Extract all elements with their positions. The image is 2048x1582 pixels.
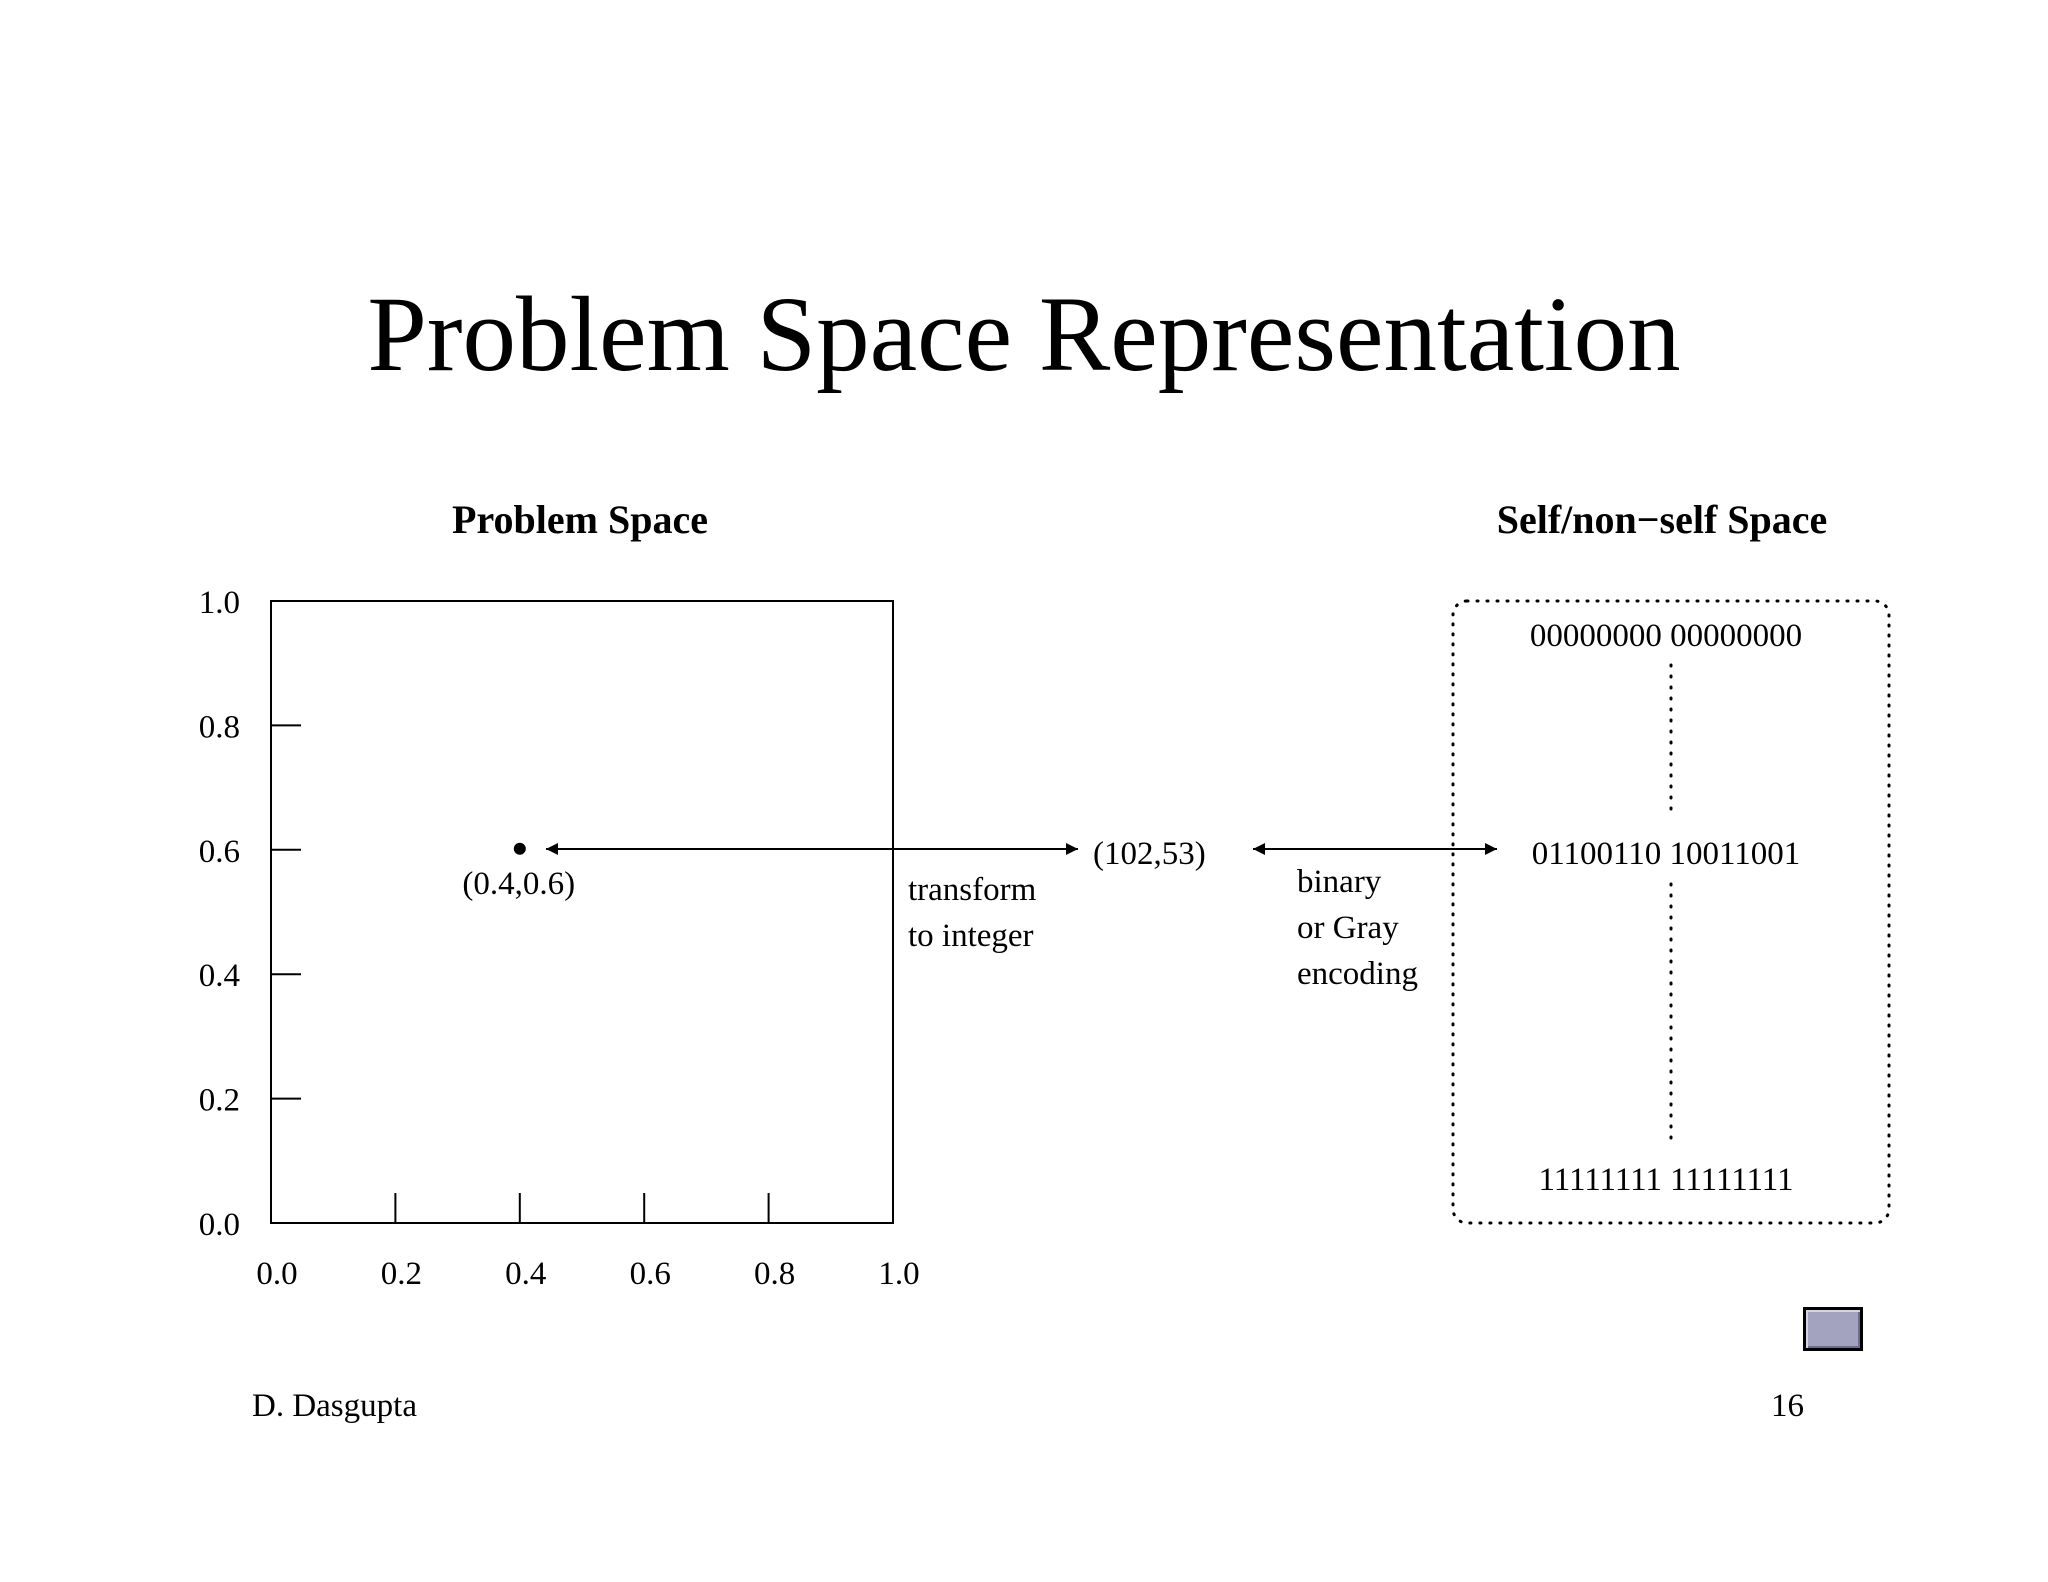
x-axis-tick-labels <box>256 1256 919 1292</box>
y-tick-label: 0.4 <box>198 958 240 995</box>
self-space-heading: Self/non−self Space <box>1496 497 1828 542</box>
encoding-label-line3: encoding <box>1297 956 1418 992</box>
encoding-label-line2: or Gray <box>1297 910 1399 946</box>
page-number: 16 <box>1771 1388 1804 1424</box>
slide-title: Problem Space Representation <box>367 276 1681 394</box>
binary-string-min: 00000000 00000000 <box>1529 618 1803 654</box>
problem-space-heading: Problem Space <box>452 497 708 542</box>
x-tick-label: 0.0 <box>256 1256 298 1292</box>
x-tick-label: 0.2 <box>380 1256 423 1292</box>
y-tick-label: 0.2 <box>198 1082 240 1119</box>
binary-string-max: 11111111 11111111 <box>1538 1162 1794 1198</box>
slide-nav-button[interactable] <box>1803 1307 1863 1351</box>
binary-string-point: 01100110 10011001 <box>1531 836 1801 872</box>
author-footer: D. Dasgupta <box>252 1388 417 1424</box>
x-tick-label: 0.8 <box>753 1256 796 1292</box>
y-axis-tick-labels <box>199 585 240 1243</box>
y-tick-label: 0.0 <box>198 1207 240 1243</box>
y-tick-label: 1.0 <box>198 585 240 621</box>
x-axis-ticks <box>395 1193 768 1223</box>
y-axis-ticks <box>271 725 301 1098</box>
y-tick-label: 0.8 <box>198 709 240 746</box>
sample-point-label: (0.4,0.6) <box>462 865 576 902</box>
x-tick-label: 1.0 <box>878 1256 920 1292</box>
self-space-frame <box>1453 601 1889 1223</box>
transform-label-line1: transform <box>908 872 1037 908</box>
transform-label-line2: to integer <box>908 918 1034 954</box>
sample-point <box>514 843 526 855</box>
plot-frame <box>271 601 893 1223</box>
encoding-label-line1: binary <box>1297 864 1382 900</box>
x-tick-label: 0.6 <box>629 1256 671 1292</box>
integer-value: (102,53) <box>1093 836 1206 872</box>
y-tick-label: 0.6 <box>198 833 240 870</box>
x-tick-label: 0.4 <box>505 1256 547 1292</box>
